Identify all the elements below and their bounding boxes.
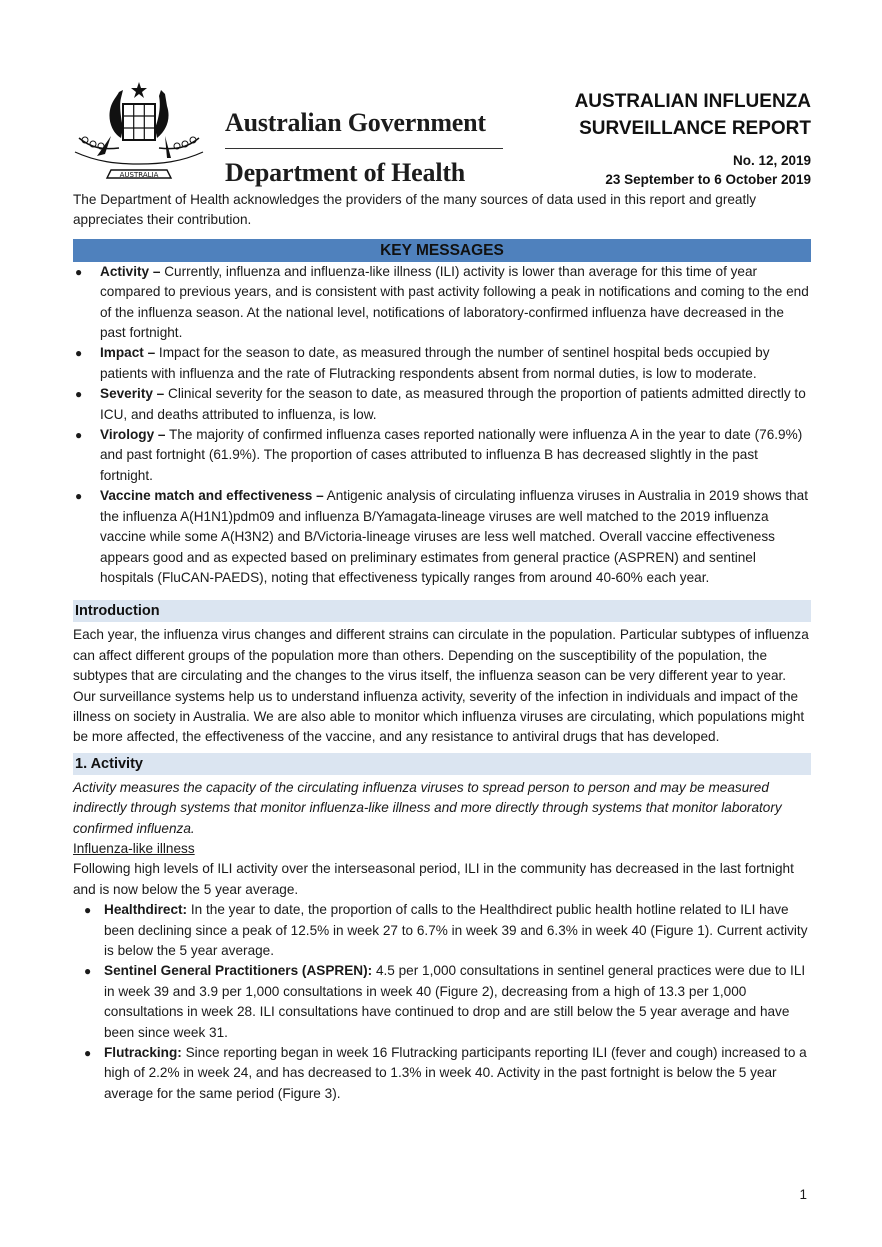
report-header <box>73 0 811 190</box>
page-number: 1 <box>799 1187 807 1202</box>
source-label: Flutracking: <box>104 1045 182 1061</box>
list-item: ● Flutracking: Since reporting began in week 16 Flutracking participants reporting ILI (fever and cough) increased to a high of 2.2% in week 24, and has decreased to 1.3% in week 40. Activity in the past fortnight is below the 5 year average for the same period (Figure 3). <box>84 1045 807 1101</box>
list-item: ● Healthdirect: In the year to date, the proportion of calls to the Healthdirect public health hotline related to ILI have been declining since a peak of 12.5% in week 27 to 6.7% in week 39 and 6.3% in week 40 (Figure 1). Current activity is below the 5 year average. <box>84 902 808 958</box>
activity-intro: Activity measures the capacity of the circulating influenza viruses to spread person to person and may be measured indirectly through systems that monitor influenza-like illness and more directly through systems that monitor laboratory confirmed influenza. <box>73 779 782 836</box>
report-period: 23 September to 6 October 2019 <box>605 172 811 187</box>
introduction-heading: Introduction <box>73 600 811 622</box>
list-item: ● Activity – Currently, influenza and influenza-like illness (ILI) activity is lower than average for this time of year compared to previous years, and is consistent with past activity following a peak in notifications and coming to the end of the influenza season. At the national level, notifications of laboratory-confirmed influenza have decreased in the past fortnight. <box>75 263 809 341</box>
report-meta <box>605 151 811 189</box>
ili-subheading: Influenza-like illness <box>73 840 195 856</box>
key-message-text: Clinical severity for the season to date, as measured through the proportion of patients admitted directly to ICU, and deaths attributed to influenza, is low. <box>100 386 806 422</box>
government-name: Australian Government <box>225 108 486 137</box>
list-item: ● Virology – The majority of confirmed influenza cases reported nationally were influenza A in the year to date (76.9%) and past fortnight (61.9%). The proportion of cases attributed to influenza B has decreased slightly in the past fortnight. <box>75 427 803 483</box>
source-label: Healthdirect: <box>104 902 188 918</box>
source-text: Since reporting began in week 16 Flutracking participants reporting ILI (fever and cough) increased to a high of 2.2% in week 24, and has decreased to 1.3% in week 40. Activity in the past fortnight is below the 5 year average for the same period (Figure 3). <box>104 1045 807 1101</box>
report-title-line-2: SURVEILLANCE REPORT <box>579 118 811 139</box>
key-message-label: Vaccine match and effectiveness – <box>100 488 324 504</box>
department-name: Department of Health <box>225 158 466 187</box>
report-title <box>575 88 811 142</box>
list-item: ● Vaccine match and effectiveness – Antigenic analysis of circulating influenza viruses in Australia in 2019 shows that the influenza A(H1N1)pdm09 and influenza B/Yamagata-lineage viruses are well matched to the 2019 influenza vaccine while some A(H3N2) and B/Victoria-lineage viruses are less well matched. Overall vaccine effectiveness appears good and as expected based on preliminary estimates from general practice (ASPREN) and sentinel hospitals (FluCAN-PAEDS), noting that effectiveness typically ranges from around 40-60% each year. <box>75 488 809 585</box>
list-item: ● Sentinel General Practitioners (ASPREN): 4.5 per 1,000 consultations in sentinel general practices were due to ILI in week 39 and 3.9 per 1,000 consultations in week 40 (Figure 2), decreasing from a high of 13.3 per 1,000 consultations in week 28. ILI consultations have continued to drop and are still below the 5 year average and have been since week 31. <box>84 963 806 1040</box>
acknowledgement: The Department of Health acknowledges the providers of the many sources of data used in this report and greatly appreciates their contribution. <box>73 192 757 228</box>
coat-of-arms-logo <box>67 78 211 190</box>
key-messages-list <box>73 262 811 589</box>
report-title-line-1: AUSTRALIAN INFLUENZA <box>574 91 811 112</box>
list-item: ● Impact – Impact for the season to date, as measured through the number of sentinel hospital beds occupied by patients with influenza and the rate of Flutracking respondents absent from normal duties, is low to moderate. <box>75 345 770 381</box>
key-message-label: Activity – <box>100 263 161 279</box>
crest-scroll-text: AUSTRALIA <box>119 171 159 179</box>
key-message-label: Impact – <box>100 345 156 361</box>
header-divider <box>225 148 503 149</box>
key-message-text: Currently, influenza and influenza-like illness (ILI) activity is lower than average for this time of year compared to previous years, and is consistent with past activity following a peak in notifications and coming to the end of the influenza season. At the national level, notifications of laboratory-confirmed influenza have decreased in the past fortnight. <box>100 263 809 341</box>
key-messages-heading: KEY MESSAGES <box>73 239 811 262</box>
list-item: ● Severity – Clinical severity for the season to date, as measured through the proportion of patients admitted directly to ICU, and deaths attributed to influenza, is low. <box>75 386 806 422</box>
key-message-label: Virology – <box>100 427 166 443</box>
source-text: 4.5 per 1,000 consultations in sentinel general practices were due to ILI in week 39 and 3.9 per 1,000 consultations in week 40 (Figure 2), decreasing from a high of 13.3 per 1,000 consultations in week 28. ILI consultations have continued to drop and are still below the 5 year average and have been since week 31. <box>104 963 806 1040</box>
ili-summary: Following high levels of ILI activity over the interseasonal period, ILI in the community has decreased in the last fortnight and is now below the 5 year average. <box>73 861 794 897</box>
key-message-text: The majority of confirmed influenza cases reported nationally were influenza A in the year to date (76.9%) and past fortnight (61.9%). The proportion of cases attributed to influenza B has decreased slightly in the past fortnight. <box>100 427 803 483</box>
key-message-label: Severity – <box>100 386 165 402</box>
introduction-text: Each year, the influenza virus changes and different strains can circulate in the population. Particular subtypes of influenza can affect different groups of the population more than others. Depending on the susceptibility of the population, the subtypes that are circulating and the changes to the virus itself, the influenza season can be very different year to year. Our surveillance systems help us to understand influenza activity, severity of the infection in individuals and impact of the illness on society in Australia. We are also able to monitor which influenza viruses are circulating, which populations might be more affected, the effectiveness of the vaccine, and any resistance to antiviral drugs that has developed. <box>73 627 809 745</box>
key-message-text: Antigenic analysis of circulating influenza viruses in Australia in 2019 shows that the influenza A(H1N1)pdm09 and influenza B/Yamagata-lineage viruses are well matched to the 2019 influenza vaccine while some A(H3N2) and B/Victoria-lineage viruses are less well matched. Overall vaccine effectiveness appears good and as expected based on preliminary estimates from general practice (ASPREN) and sentinel hospitals (FluCAN-PAEDS), noting that effectiveness typically ranges from around 40-60% each year. <box>100 488 809 585</box>
source-text: In the year to date, the proportion of calls to the Healthdirect public health hotline related to ILI have been declining since a peak of 12.5% in week 27 to 6.7% in week 39 and 6.3% in week 40 (Figure 1). Current activity is below the 5 year average. <box>104 902 808 958</box>
activity-heading: 1. Activity <box>73 753 811 775</box>
report-page <box>73 0 811 1104</box>
source-label: Sentinel General Practitioners (ASPREN): <box>104 963 373 979</box>
key-message-text: Impact for the season to date, as measured through the number of sentinel hospital beds occupied by patients with influenza and the rate of Flutracking respondents absent from normal duties, is low to moderate. <box>100 345 770 381</box>
report-number: No. 12, 2019 <box>732 153 811 168</box>
ili-source-list <box>73 900 811 1104</box>
